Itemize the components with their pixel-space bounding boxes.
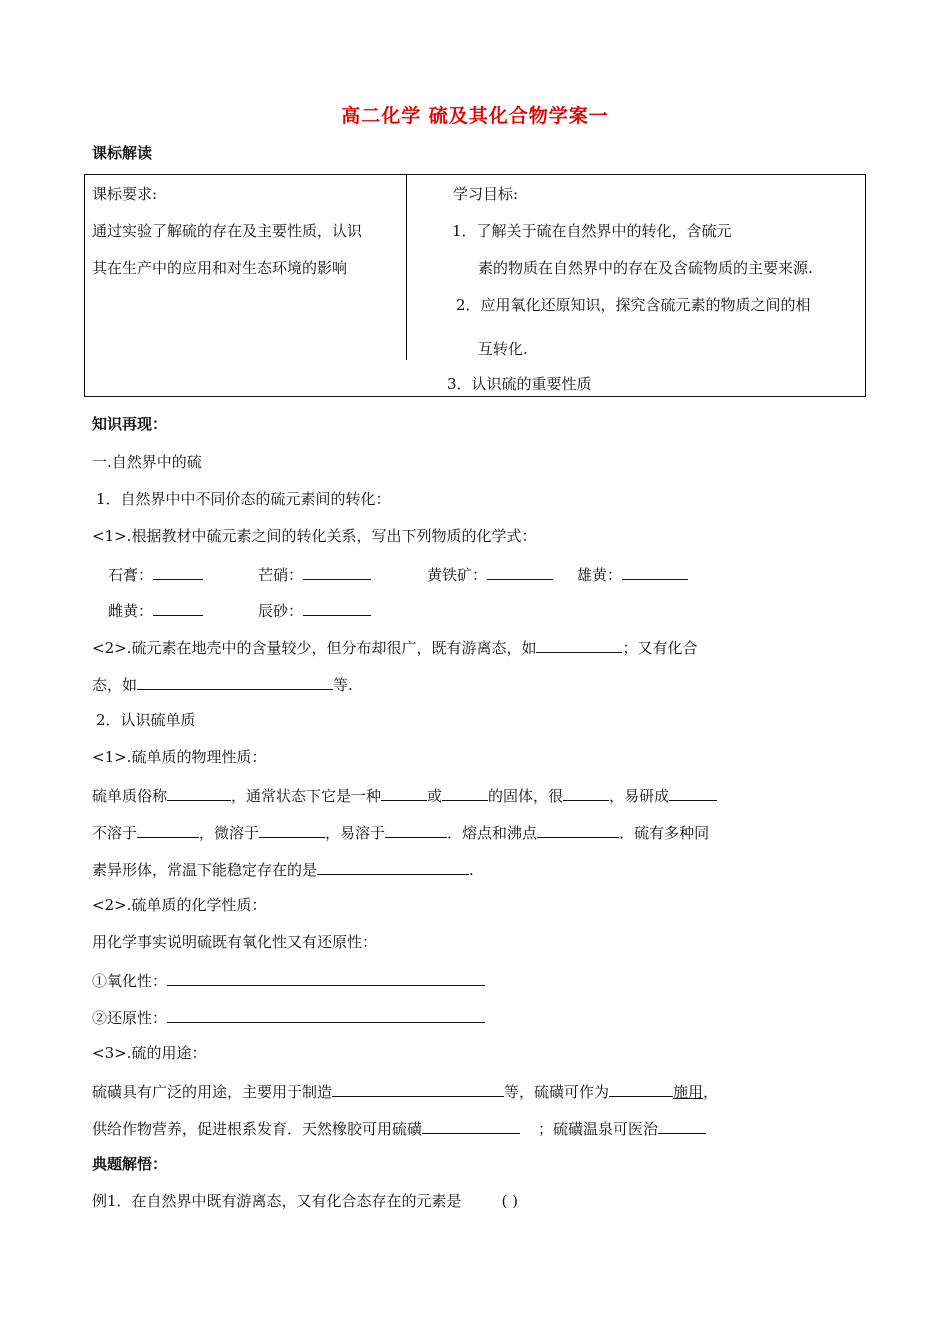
section-heading-zhishi: 知识再现： — [92, 415, 168, 433]
part2-heading: 2．认识硫单质 — [96, 711, 196, 729]
section-heading-kebiao: 课标解读 — [92, 144, 153, 162]
use-line1: 硫磺具有广泛的用途，主要用于制造 等，硫磺可作为 施用， — [92, 1080, 718, 1102]
goal-1-line-b: 素的物质在自然界中的存在及含硫物质的主要来源. — [478, 259, 813, 277]
answer-blank[interactable] — [422, 1117, 520, 1134]
table-left-line1: 通过实验了解硫的存在及主要性质，认识 — [92, 222, 363, 240]
phys-title: <1>.硫单质的物理性质： — [92, 748, 267, 766]
part1-heading: 一.自然界中的硫 — [92, 453, 202, 471]
answer-blank[interactable] — [332, 1080, 504, 1097]
reduction-line: ②还原性： — [92, 1006, 485, 1028]
answer-blank[interactable] — [259, 821, 325, 838]
mineral-cinnabar: 辰砂： — [258, 599, 371, 621]
goal-3: 3．认识硫的重要性质 — [447, 375, 592, 393]
part1-sub1: 1．自然界中中不同价态的硫元素间的转化： — [96, 490, 391, 508]
example-1: 例1．在自然界中既有游离态，又有化合态存在的元素是 ( ) — [92, 1192, 519, 1210]
use-title: <3>.硫的用途： — [92, 1044, 207, 1062]
table-right-header: 学习目标: — [453, 185, 519, 203]
mineral-gypsum: 石膏： — [108, 563, 203, 585]
phys-line3: 素异形体，常温下能稳定存在的是 . — [92, 858, 474, 880]
answer-blank[interactable] — [385, 821, 447, 838]
chem-title: <2>.硫单质的化学性质： — [92, 896, 267, 914]
answer-blank[interactable] — [167, 784, 231, 801]
answer-blank[interactable] — [303, 563, 371, 580]
goal-2-line-b: 互转化. — [478, 340, 528, 358]
table-left-header: 课标要求: — [92, 185, 158, 203]
answer-blank[interactable] — [487, 563, 553, 580]
goal-2-line-a: 2．应用氧化还原知识，探究含硫元素的物质之间的相 — [456, 296, 811, 314]
part1-q2-line1: <2>.硫元素在地壳中的含量较少，但分布却很广，既有游离态，如 ；又有化合 — [92, 636, 697, 658]
mineral-pyrite: 黄铁矿： — [427, 563, 553, 585]
answer-blank[interactable] — [381, 784, 427, 801]
answer-blank[interactable] — [537, 821, 619, 838]
mineral-mirabilite: 芒硝： — [258, 563, 371, 585]
answer-blank[interactable] — [669, 784, 717, 801]
answer-blank[interactable] — [622, 563, 688, 580]
answer-blank[interactable] — [167, 1006, 485, 1023]
answer-blank[interactable] — [317, 858, 469, 875]
phys-line2: 不溶于 ，微溶于 ，易溶于 ．熔点和沸点 ．硫有多种同 — [92, 821, 709, 843]
answer-blank[interactable] — [658, 1117, 706, 1134]
answer-blank[interactable] — [137, 673, 333, 690]
answer-blank[interactable] — [153, 563, 203, 580]
part1-q2-line2: 态，如 等. — [92, 673, 353, 695]
answer-blank[interactable] — [536, 636, 622, 653]
table-left-line2: 其在生产中的应用和对生态环境的影响 — [92, 259, 348, 277]
mineral-orpiment: 雌黄： — [108, 599, 203, 621]
page-title: 高二化学 硫及其化合物学案一 — [341, 105, 609, 127]
answer-blank[interactable] — [303, 599, 371, 616]
goal-1-line-a: 1．了解关于硫在自然界中的转化，含硫元 — [452, 222, 732, 240]
section-heading-dianti: 典题解悟： — [92, 1155, 168, 1173]
answer-blank[interactable] — [167, 969, 485, 986]
chem-intro: 用化学事实说明硫既有氧化性又有还原性： — [92, 933, 378, 951]
answer-blank[interactable] — [137, 821, 199, 838]
answer-blank[interactable] — [442, 784, 488, 801]
use-line2: 供给作物营养，促进根系发育．天然橡胶可用硫磺 ；硫磺温泉可医治 — [92, 1117, 706, 1139]
table-divider — [406, 174, 407, 360]
answer-blank[interactable] — [153, 599, 203, 616]
oxidation-line: ①氧化性： — [92, 969, 485, 991]
mineral-realgar: 雄黄： — [577, 563, 688, 585]
part1-q1: <1>.根据教材中硫元素之间的转化关系，写出下列物质的化学式： — [92, 527, 537, 545]
objectives-table — [84, 174, 866, 397]
answer-blank[interactable] — [563, 784, 609, 801]
phys-line1: 硫单质俗称 ，通常状态下它是一种 或 的固体，很 ，易研成 — [92, 784, 717, 806]
answer-blank[interactable] — [609, 1080, 673, 1097]
